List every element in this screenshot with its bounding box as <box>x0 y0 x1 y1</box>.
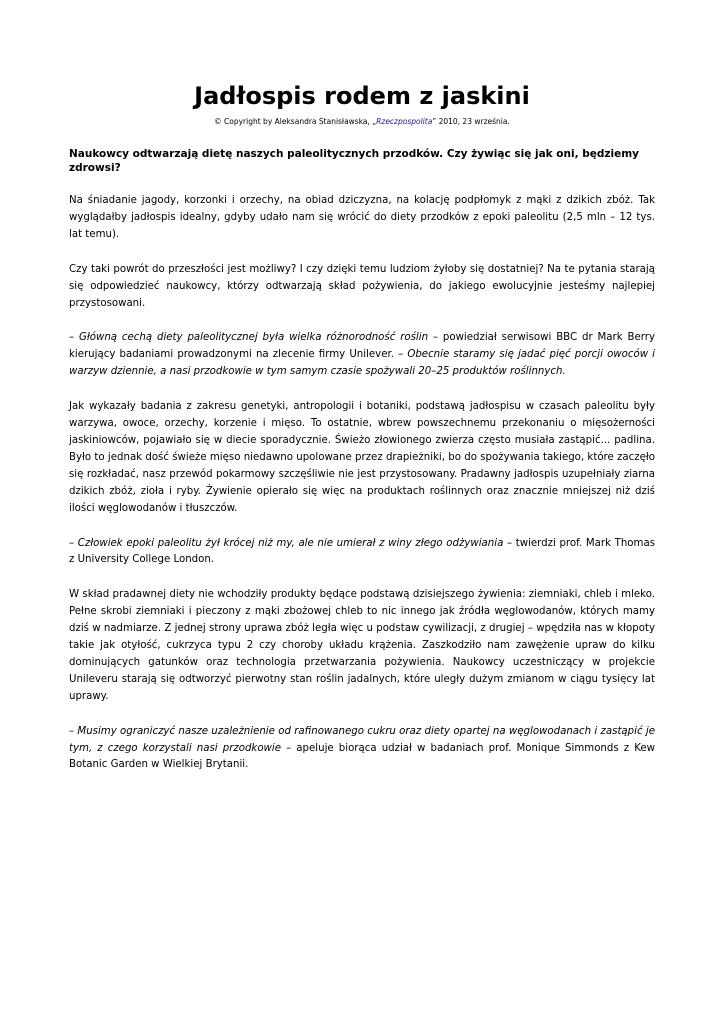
quote-berry-1: – Główną cechą diety paleolitycznej była wielka różnorodność roślin <box>69 332 429 344</box>
paragraph-2: Czy taki powrót do przeszłości jest możliwy? I czy dzięki temu ludziom żyłoby się dostatniej? Na te pytania starają się odpowiedzieć naukowcy, którzy odtwarzają skład pożywienia, do jakiego ewolucyjnie jesteśmy najlepiej przystosowani. <box>69 263 655 309</box>
copyright-prefix: © Copyright by Aleksandra Stanisławska, „ <box>214 117 377 126</box>
quote-thomas: – Człowiek epoki paleolitu żył krócej niż my, ale nie umierał z winy złego odżywiania <box>69 537 504 549</box>
paragraph-5 <box>69 536 655 570</box>
article-title: Jadłospis rodem z jaskini <box>194 82 530 110</box>
paragraph-3 <box>69 330 655 381</box>
paragraph-5-rest: – twierdzi prof. Mark Thomas z University College London. <box>69 537 656 566</box>
paragraph-7 <box>69 724 655 775</box>
quote-simmonds: – Musimy ograniczyć nasze uzależnienie od rafinowanego cukru oraz diety opartej na węglowodanach i zastąpić je tym, z czego korzystali nasi przodkowie <box>69 725 655 754</box>
copyright-suffix: ” 2010, 23 września. <box>432 117 510 126</box>
quote-berry-2: – Obecnie staramy się jadać pięć porcji owoców i warzyw dziennie, a nasi przodkowie w tym samym czasie spożywali 20–25 produktów roślinnych. <box>69 349 655 378</box>
paragraph-3-mid: – powiedział serwisowi BBC dr Mark Berry kierujący badaniami prowadzonymi na zlecenie firmy Unilever. <box>69 332 655 361</box>
document-page <box>69 80 655 774</box>
paragraph-1: Na śniadanie jagody, korzonki i orzechy, na obiad dziczyzna, na kolację podpłomyk z mąki z dzikich zbóż. Tak wyglądałby jadłospis idealny, gdyby udało nam się wrócić do diety przodków z epoki paleolitu (2,5 mln – 12 tys. lat temu). <box>69 195 655 240</box>
article-lead: Naukowcy odtwarzają dietę naszych paleolitycznych przodków. Czy żywiąc się jak oni, będziemy zdrowsi? <box>69 148 640 174</box>
copyright-source: Rzeczpospolita <box>376 117 433 126</box>
paragraph-7-rest: – apeluje biorąca udział w badaniach prof. Monique Simmonds z Kew Botanic Garden w Wielkiej Brytanii. <box>69 742 655 771</box>
paragraph-4: Jak wykazały badania z zakresu genetyki, antropologii i botaniki, podstawą jadłospisu w czasach paleolitu były warzywa, owoce, orzechy, korzenie i mięso. To ostatnie, wbrew powszechnemu przekonaniu o mięsożerności jaskiniowców, pojawiało się w diecie sporadycznie. Świeżo złowionego zwierza często musiała zastąpić... padlina. Było to jednak dość świeże mięso niedawno upolowane przez drapieżniki, bo do spożywania takiego, które zaczęło się rozkładać, nasz przewód pokarmowy szczęśliwie nie jest przystosowany. Pradawny jadłospis uzupełniały ziarna dzikich zbóż, zioła i ryby. Żywienie opierało się więc na produktach roślinnych oraz znacznie mniejszej niż dziś ilości węglowodanów i tłuszczów. <box>69 401 655 514</box>
paragraph-6: W skład pradawnej diety nie wchodziły produkty będące podstawą dzisiejszego żywienia: ziemniaki, chleb i mleko. Pełne skrobi ziemniaki i pieczony z mąki zbożowej chleb to nic innego jak źródła węglowodanów, których mamy dziś w nadmiarze. Z jednej strony uprawa zbóż legła więc u podstaw cywilizacji, z drugiej – wpędziła nas w kłopoty takie jak otyłość, cukrzyca typu 2 czy choroby układu krążenia. Zaszkodziło nam zawężenie upraw do kilku dominujących gatunków oraz technologia przetwarzania pożywienia. Naukowcy uczestniczący w projekcie Unileveru starają się odtworzyć pierwotny stan roślin jadalnych, które uległy dużym zmianom w ciągu tysięcy lat uprawy. <box>69 589 655 702</box>
copyright-line <box>69 116 655 127</box>
